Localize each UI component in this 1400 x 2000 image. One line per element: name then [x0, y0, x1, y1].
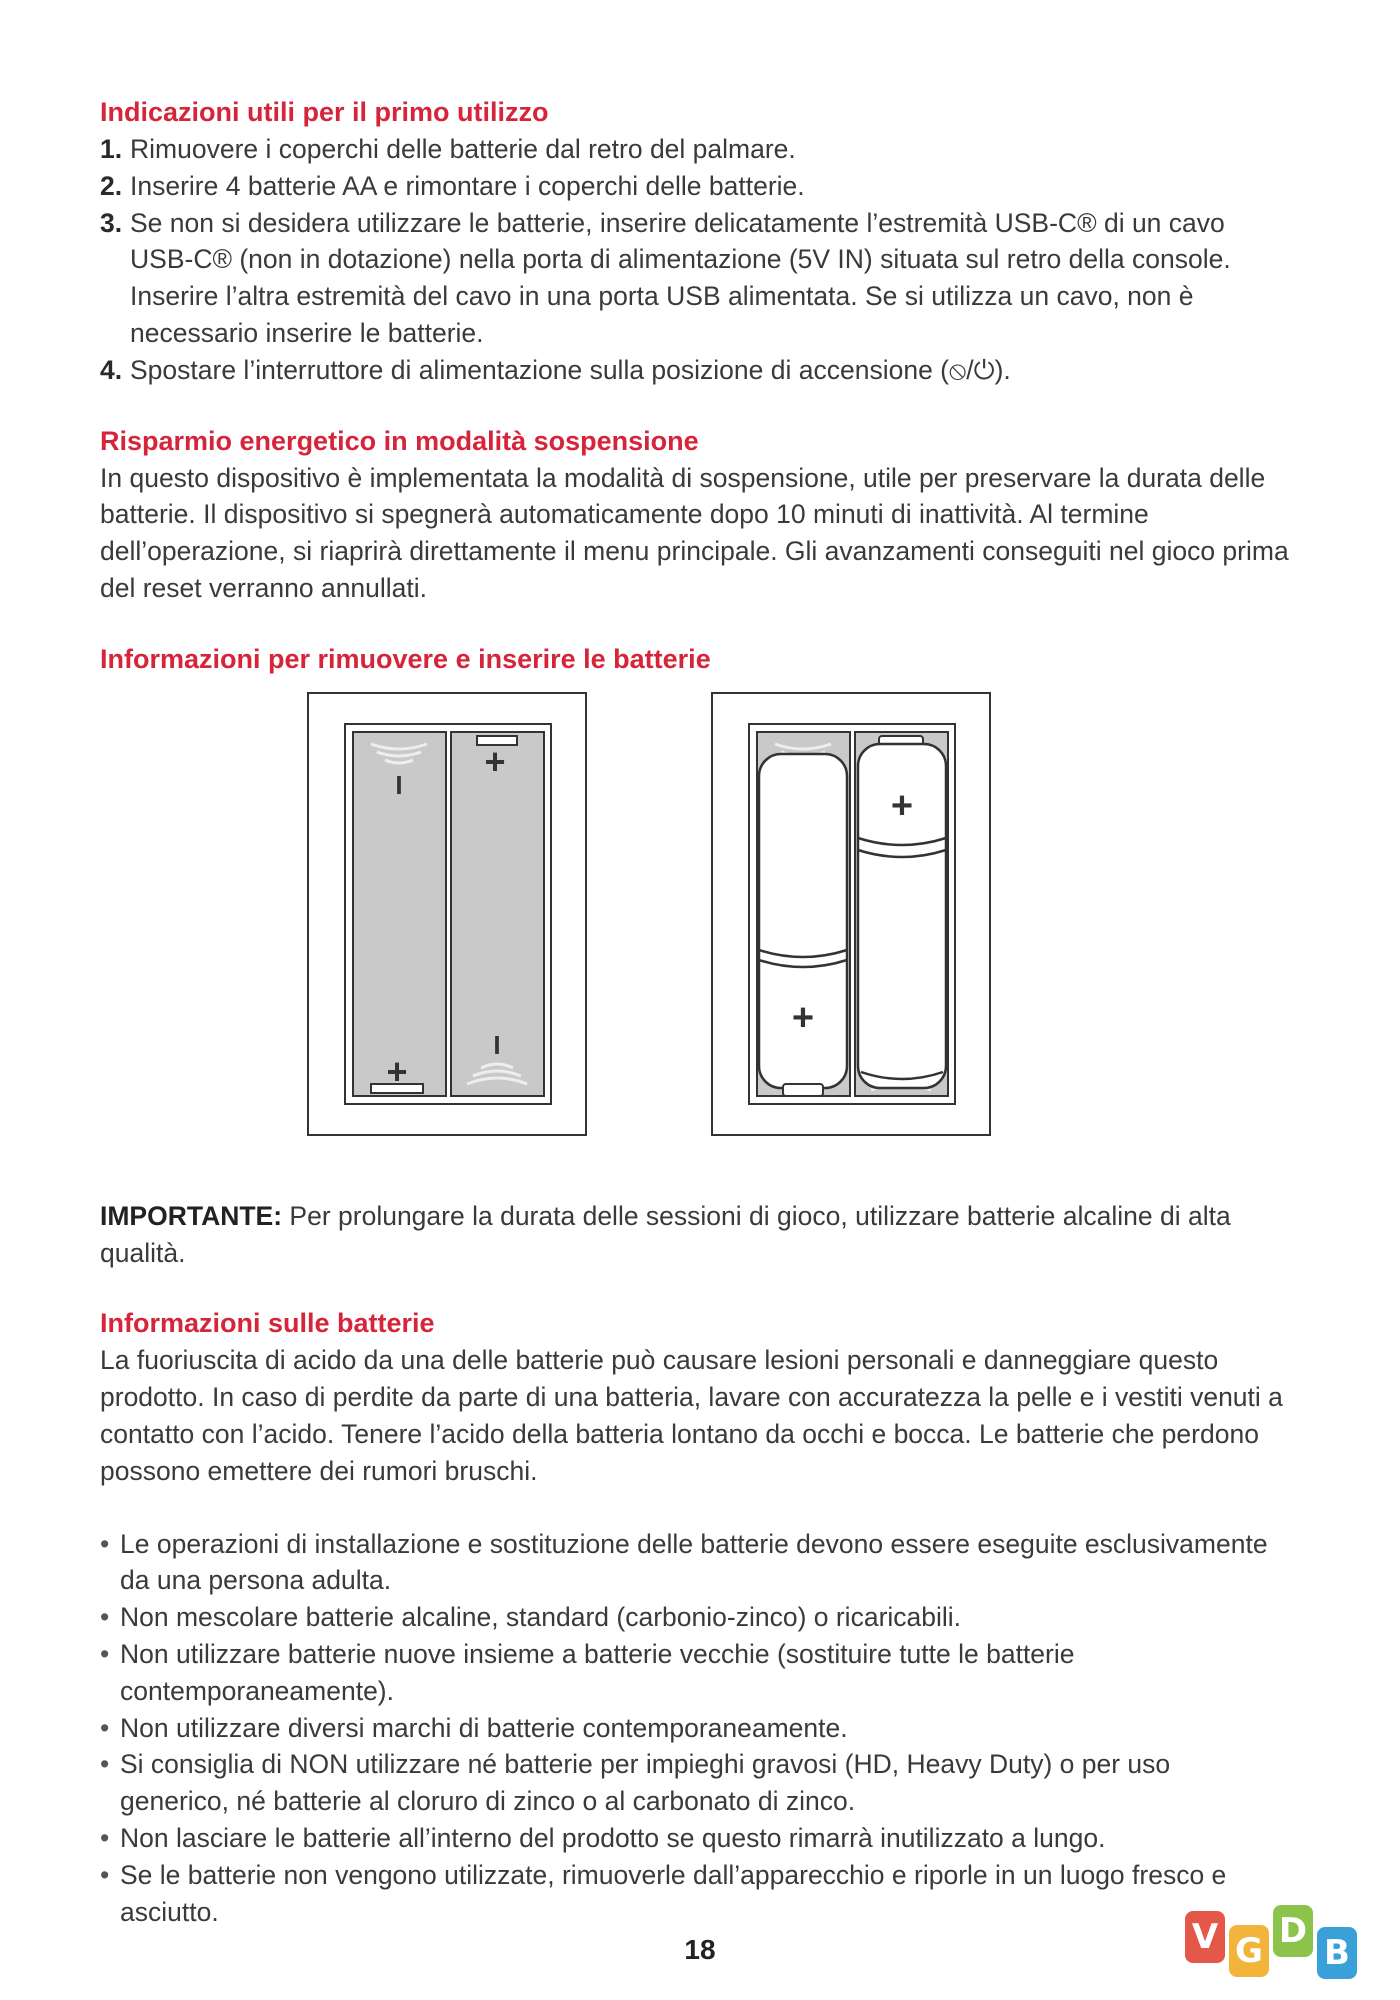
list-item: • Non utilizzare batterie nuove insieme a batterie vecchie (sostituire tutte le batterie contemporaneamente).: [100, 1636, 1280, 1710]
plus-terminal-label: +: [484, 740, 506, 782]
logo-tile: D: [1273, 1905, 1313, 1957]
list-item: • Se le batterie non vengono utilizzate, rimuoverle dall’apparecchio e riporle in un luogo fresco e asciutto.: [100, 1857, 1280, 1931]
important-label: IMPORTANTE:: [100, 1200, 283, 1231]
battery-warnings-list: [100, 1526, 1280, 1931]
list-item: • Non lasciare le batterie all’interno del prodotto se questo rimarrà inutilizzato a lungo.: [100, 1820, 1280, 1857]
battery-compartment-filled: [711, 692, 991, 1136]
minus-terminal-label: I: [493, 1029, 501, 1060]
logo-tile: B: [1317, 1927, 1357, 1979]
step-number: 2.: [100, 170, 123, 201]
step-item: [100, 131, 1300, 168]
plus-terminal-label: +: [791, 996, 815, 1039]
step-text: Se non si desidera utilizzare le batterie, inserire delicatamente l’estremità USB-C® di un cavo USB-C® (non in dotazione) nella porta di alimentazione (5V IN) situata sul retro della console. Inserire l’altra estremità del cavo in una porta USB alimentata. Se si utilizza un cavo, non è necessario inserire le batterie.: [130, 207, 1231, 348]
list-item: • Non mescolare batterie alcaline, standard (carbonio-zinco) o ricaricabili.: [100, 1599, 1280, 1636]
step-number: 1.: [100, 134, 123, 164]
plus-terminal-label: +: [386, 1050, 408, 1092]
step-number: 3.: [100, 207, 123, 238]
list-item: • Si consiglia di NON utilizzare né batterie per impieghi gravosi (HD, Heavy Duty) o per uso generico, né batterie al cloruro di zinco o al carbonato di zinco.: [100, 1746, 1280, 1820]
logo-tile: G: [1229, 1925, 1269, 1977]
step-text: Rimuovere i coperchi delle batterie dal retro del palmare.: [130, 134, 796, 164]
step-item: [100, 352, 1300, 389]
battery-info-body: La fuoriuscita di acido da una delle batterie può causare lesioni personali e danneggiare questo prodotto. In caso di perdite da parte di una batteria, lavare con accuratezza la pelle e i vestiti venuti a contatto con l’acido. Tenere l’acido della batteria lontano da occhi e bocca. Le batterie che perdono possono emettere dei rumori bruschi.: [100, 1345, 1283, 1486]
step-number: 4.: [100, 354, 123, 385]
battery-compartment-empty: [307, 692, 587, 1136]
important-text: Per prolungare la durata delle sessioni di gioco, utilizzare batterie alcaline di alta qualità.: [100, 1200, 1231, 1268]
battery-diagrams: [100, 678, 1300, 1198]
vgdb-logo: [1185, 1905, 1360, 1985]
first-use-steps: [100, 131, 1300, 389]
minus-terminal-label: I: [395, 769, 403, 800]
step-item: [100, 205, 1300, 352]
logo-tile: V: [1185, 1911, 1225, 1963]
step-text: Inserire 4 batterie AA e rimontare i coperchi delle batterie.: [130, 170, 805, 201]
manual-page: [100, 94, 1300, 1930]
remove-insert-heading: Informazioni per rimuovere e inserire le batterie: [100, 643, 711, 674]
step-item: [100, 168, 1300, 205]
sleep-mode-heading: Risparmio energetico in modalità sospensione: [100, 425, 699, 456]
battery-info-heading: Informazioni sulle batterie: [100, 1308, 435, 1339]
plus-terminal-label: +: [890, 784, 914, 827]
sleep-mode-body: In questo dispositivo è implementata la modalità di sospensione, utile per preservare la durata delle batterie. Il dispositivo si spegnerà automaticamente dopo 10 minuti di inattività. Al termine dell’operazione, si riaprirà direttamente il menu principale. Gli avanzamenti conseguiti nel gioco prima del reset verranno annullati.: [100, 462, 1289, 603]
important-note: [100, 1198, 1300, 1272]
list-item: • Non utilizzare diversi marchi di batterie contemporaneamente.: [100, 1710, 1280, 1747]
page-number: 18: [684, 1934, 716, 1965]
step-text: Spostare l’interruttore di alimentazione sulla posizione di accensione (⦸/⏻).: [130, 354, 1011, 385]
first-use-heading: Indicazioni utili per il primo utilizzo: [100, 97, 549, 127]
list-item: • Le operazioni di installazione e sostituzione delle batterie devono essere eseguite esclusivamente da una persona adulta.: [100, 1526, 1280, 1600]
